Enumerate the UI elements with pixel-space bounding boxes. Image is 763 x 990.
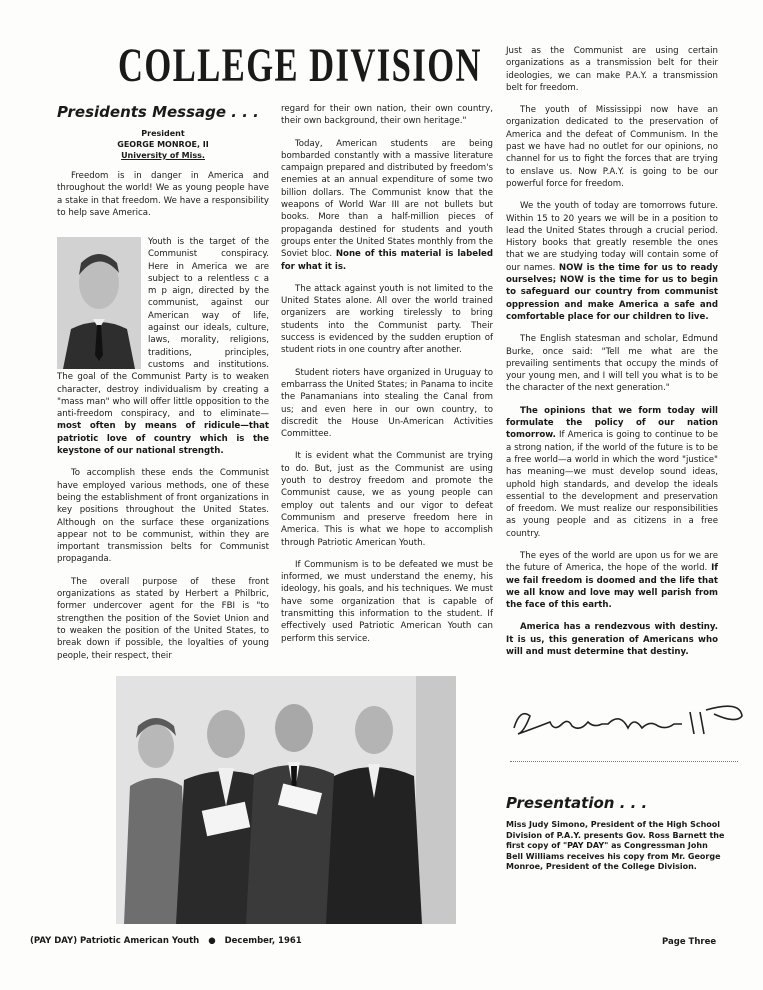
col3-paragraph-5-bold: The opinions that we form today will formulate the policy of our nation tomorrow.: [506, 405, 718, 441]
presentation-caption: Miss Judy Simono, President of the High School Division of P.A.Y. presents Gov. Ross Barnett the first copy of "PAY DAY" as Congressman John Bell Williams receives his copy from Mr. George Monroe, President of the College Division.: [506, 820, 725, 872]
col3-paragraph-7-bold: America has a rendezvous with destiny. It is us, this generation of Americans who will and must determine that destiny.: [506, 622, 718, 658]
presentation-section: [506, 794, 726, 873]
paragraph-3: The overall purpose of these front organizations as stated by Herbert a Philbric, former undercover agent for the FBI is "to strengthen the position of the Soviet Union and to weaken the position of the United States, to break down if possible, the loyalties of young people, their respect, their: [57, 576, 269, 661]
presidents-message-section: [57, 103, 269, 229]
page-number: Page Three: [662, 937, 717, 947]
author-role: President: [141, 129, 185, 138]
col2-paragraph-4: Student rioters have organized in Uruguay to embarrass the United States; in Panama to incite the Panamanians into stealing the Canal from us; and even here in our own country, to discredit the House Un-American Activities Committee.: [281, 367, 493, 440]
col3-paragraph-5: If America is going to continue to be a strong nation, if the world of the future is to be a free world—a world in which the word "justice" has meaning—we must develop sound ideas, uphold high standards, and develop the ideals essential to the development and preservation of freedom. We must realize our responsibilities as young people and as citizens in a free country.: [506, 430, 718, 539]
wrap-paragraph-bold: most often by means of ridicule—that patriotic love of country which is the keystone of our national strength.: [57, 421, 269, 457]
col2-paragraph-5: It is evident what the Communist are trying to do. But, just as the Communist are using youth to destroy freedom and promote the Communist cause, we as young people can employ out talents and our vigor to defeat Communism and preserve freedom here in America. This is what we hope to accomplish through Patriotic American Youth.: [281, 451, 493, 548]
col2-paragraph-6: If Communism is to be defeated we must be informed, we must understand the enemy, his ideology, his goals, and his techniques. We must have some organization that is capable of transmitting this information to the student. If effectively used Patriotic American Youth can perform this service.: [281, 559, 493, 644]
col3-paragraph-3-bold: NOW is the time for us to ready ourselves; NOW is the time for us to begin to safeguard our country from communist oppression and make America a safe and comfortable place for our children to live.: [506, 262, 718, 322]
footer-left: [30, 936, 302, 946]
author-school: University of Miss.: [121, 151, 205, 160]
author-name: GEORGE MONROE, II: [117, 140, 209, 149]
col3-paragraph-1: Just as the Communist are using certain organizations as a transmission belt for their ideologies, we can make P.A.Y. a transmission belt for freedom.: [506, 46, 718, 93]
col3-paragraph-3: We the youth of today are tomorrows future. Within 15 to 20 years we will be in a position to lead the United States through a crucial period. History books that greatly resemble the ones that we are studying today will contain some of our names.: [506, 201, 718, 273]
masthead-title: COLLEGE DIVISION: [118, 39, 482, 92]
wrap-paragraph: Youth is the target of the Communist conspiracy. Here in America we are subject to a relentless c a m p aign, directed by the communist, against our American way of life, against our ideals, culture, laws, morality, religions, traditions, principles, customs and institutions. The goal of the Communist Party is to weaken character, destroy individualism by creating a "mass man" who will offer little opposition to the anti-freedom conspiracy, and to eliminate—: [57, 237, 269, 420]
footer-bullet: ●: [208, 936, 216, 946]
col3-paragraph-2: The youth of Mississippi now have an organization dedicated to the preservation of America and the defeat of Communism. In the past we have had no outlet for our opinions, no channel for us to fight the forces that are trying to enslave us. Now P.A.Y. is going to be our powerful force for freedom.: [506, 105, 718, 189]
footer-publication: (PAY DAY) Patriotic American Youth: [30, 936, 200, 946]
footer-date: December, 1961: [224, 936, 302, 946]
signature: [510, 698, 750, 744]
col2-paragraph-2: Today, American students are being bombarded constantly with a massive literature campaign prepared and distributed by freedom's enemies at an annual expenditure of some two billion dollars. The Communist know that the weapons of World War III are not bullets but books. More than a half-million pieces of propaganda destined for students and youth groups enter the United States monthly from the Soviet bloc.: [281, 138, 493, 260]
col2-paragraph-2-bold: None of this material is labeled for what it is.: [281, 249, 494, 272]
presentation-heading: Presentation . . .: [506, 794, 648, 812]
col3-paragraph-4: The English statesman and scholar, Edmund Burke, once said: "Tell me what are the prevailing sentiments that occupy the minds of your young men, and I will tell you what is to be the character of the next generation.": [506, 334, 718, 394]
column-1-body: [57, 236, 269, 672]
divider-line: [510, 761, 738, 762]
column-2-body: [281, 103, 493, 655]
intro-paragraph: Freedom is in danger in America and throughout the world! We as young people have a stake in that freedom. We have a responsibility to help save America.: [57, 171, 269, 218]
presidents-message-heading: Presidents Message . . .: [57, 103, 259, 121]
col3-paragraph-6: The eyes of the world are upon us for we are the future of America, the hope of the world.: [506, 550, 718, 574]
col2-paragraph-1: regard for their own nation, their own country, their own background, their own heritage.": [281, 104, 493, 127]
signature-scrawl: [510, 698, 750, 744]
col2-paragraph-3: The attack against youth is not limited to the United States alone. All over the world trained organizers are working tirelessly to bring students into the Communist party. Their success is evidenced by the sudden eruption of student riots in one country after another.: [281, 283, 493, 356]
paragraph-2: To accomplish these ends the Communist have employed various methods, one of these being the establishment of front organizations in key positions throughout the United States. Although on the surface these organizations appear not to be communist, within they are important transmission belts for Communist propaganda.: [57, 468, 269, 565]
column-3-body: [506, 45, 718, 668]
group-photo: [116, 676, 456, 924]
col3-paragraph-6-bold: If we fail freedom is doomed and the life that we all know and love may well parish from the face of this earth.: [506, 563, 719, 611]
